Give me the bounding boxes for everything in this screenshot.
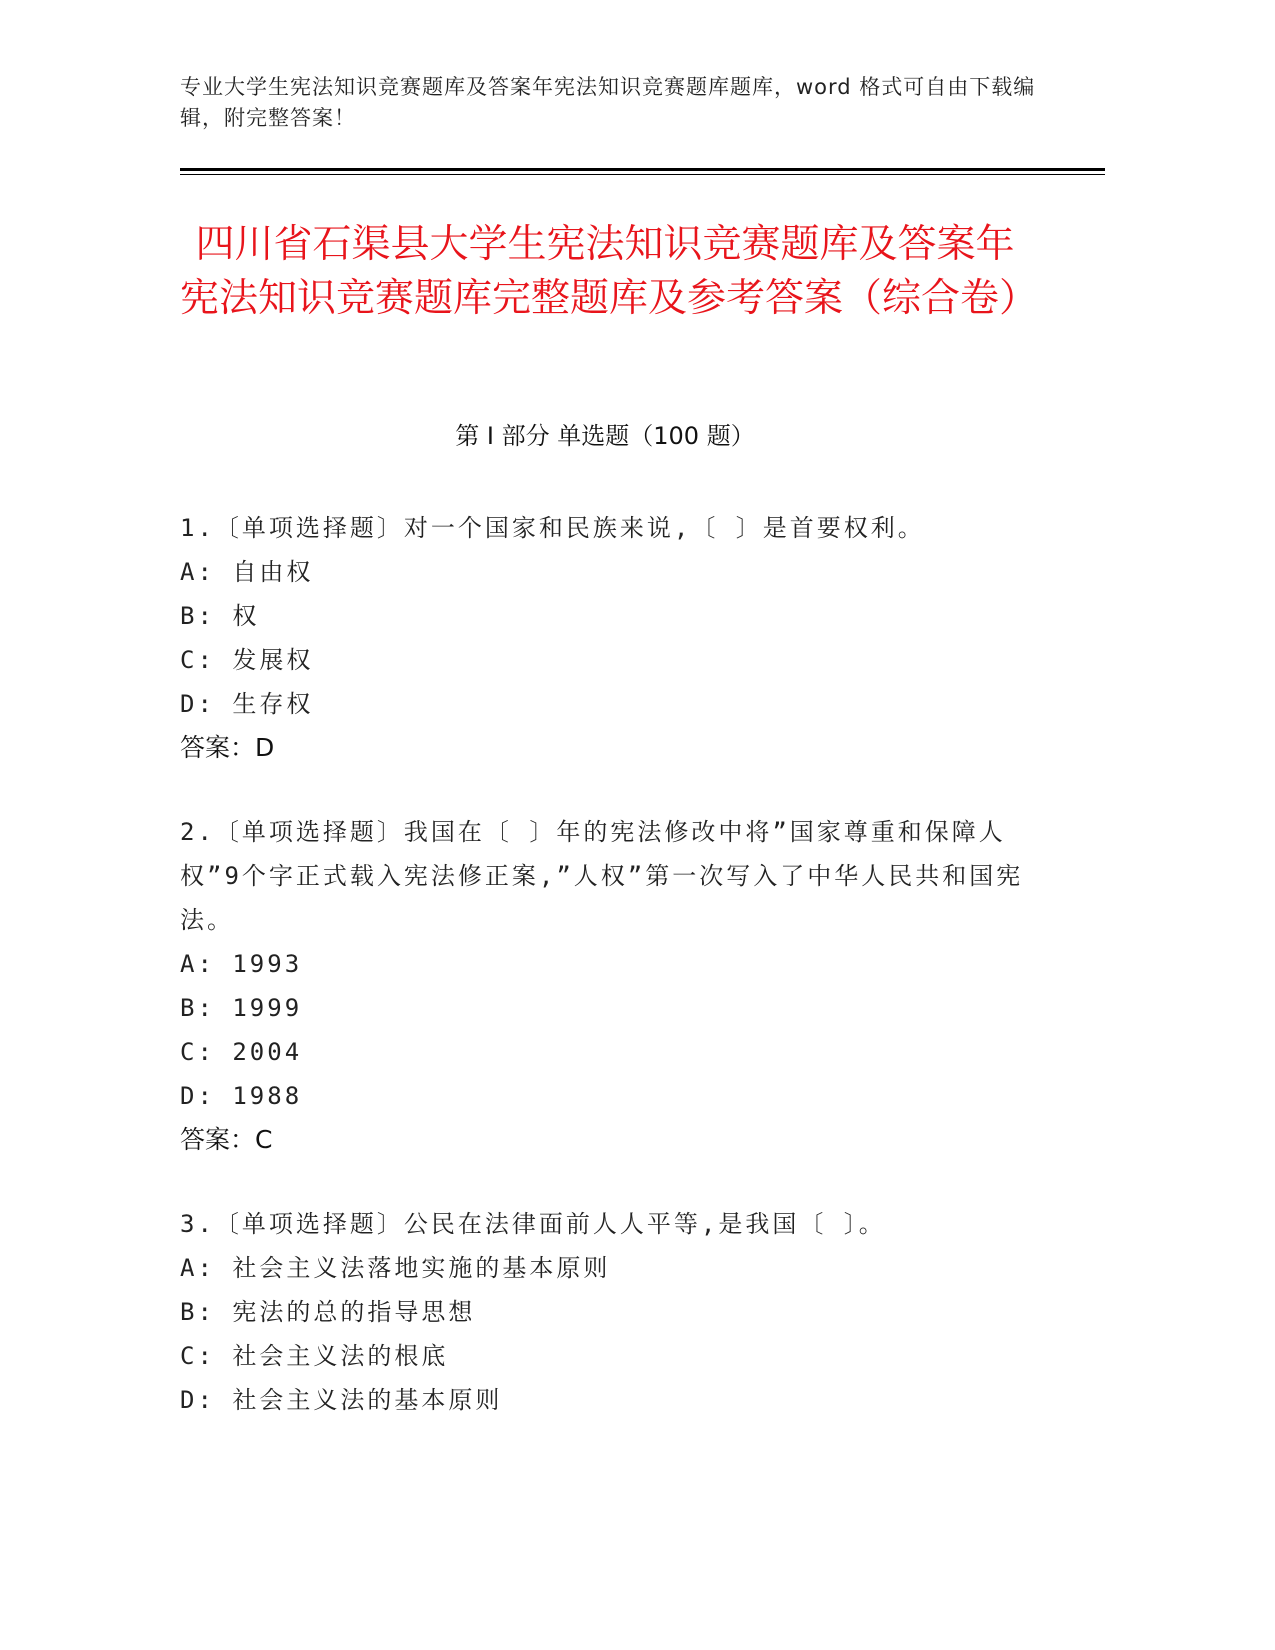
answer: 答案：C	[180, 1125, 273, 1154]
section-title: 第 I 部分 单选题（100 题）	[455, 422, 755, 450]
header-rule-thick	[180, 168, 1105, 171]
question-3	[180, 1202, 1040, 1422]
question-stem: 1.〔单项选择题〕对一个国家和民族来说,〔 〕是首要权利。	[180, 514, 925, 542]
document-title: 四川省石渠县大学生宪法知识竞赛题库及答案年宪法知识竞赛题库完整题库及参考答案（综合卷）	[180, 222, 1039, 321]
question-1	[180, 506, 1040, 770]
option-a: A: 1993	[180, 950, 303, 978]
option-c: C: 发展权	[180, 646, 314, 674]
option-b: B: 宪法的总的指导思想	[180, 1298, 476, 1326]
answer: 答案：D	[180, 733, 275, 762]
question-stem: 3.〔单项选择题〕公民在法律面前人人平等,是我国〔 〕。	[180, 1210, 886, 1238]
question-stem: 2.〔单项选择题〕我国在〔 〕年的宪法修改中将”国家尊重和保障人权”9个字正式载入宪法修正案,”人权”第一次写入了中华人民共和国宪法。	[180, 818, 1024, 934]
header-rule-thin	[180, 174, 1105, 175]
header-note: 专业大学生宪法知识竞赛题库及答案年宪法知识竞赛题库题库，word 格式可自由下载编辑，附完整答案！	[180, 75, 1036, 130]
option-b: B: 权	[180, 602, 260, 630]
option-d: D: 社会主义法的基本原则	[180, 1386, 503, 1414]
option-b: B: 1999	[180, 994, 303, 1022]
option-a: A: 社会主义法落地实施的基本原则	[180, 1254, 611, 1282]
option-c: C: 2004	[180, 1038, 303, 1066]
option-d: D: 生存权	[180, 690, 314, 718]
question-2	[180, 810, 1040, 1162]
option-d: D: 1988	[180, 1082, 303, 1110]
option-c: C: 社会主义法的根底	[180, 1342, 449, 1370]
option-a: A: 自由权	[180, 558, 314, 586]
